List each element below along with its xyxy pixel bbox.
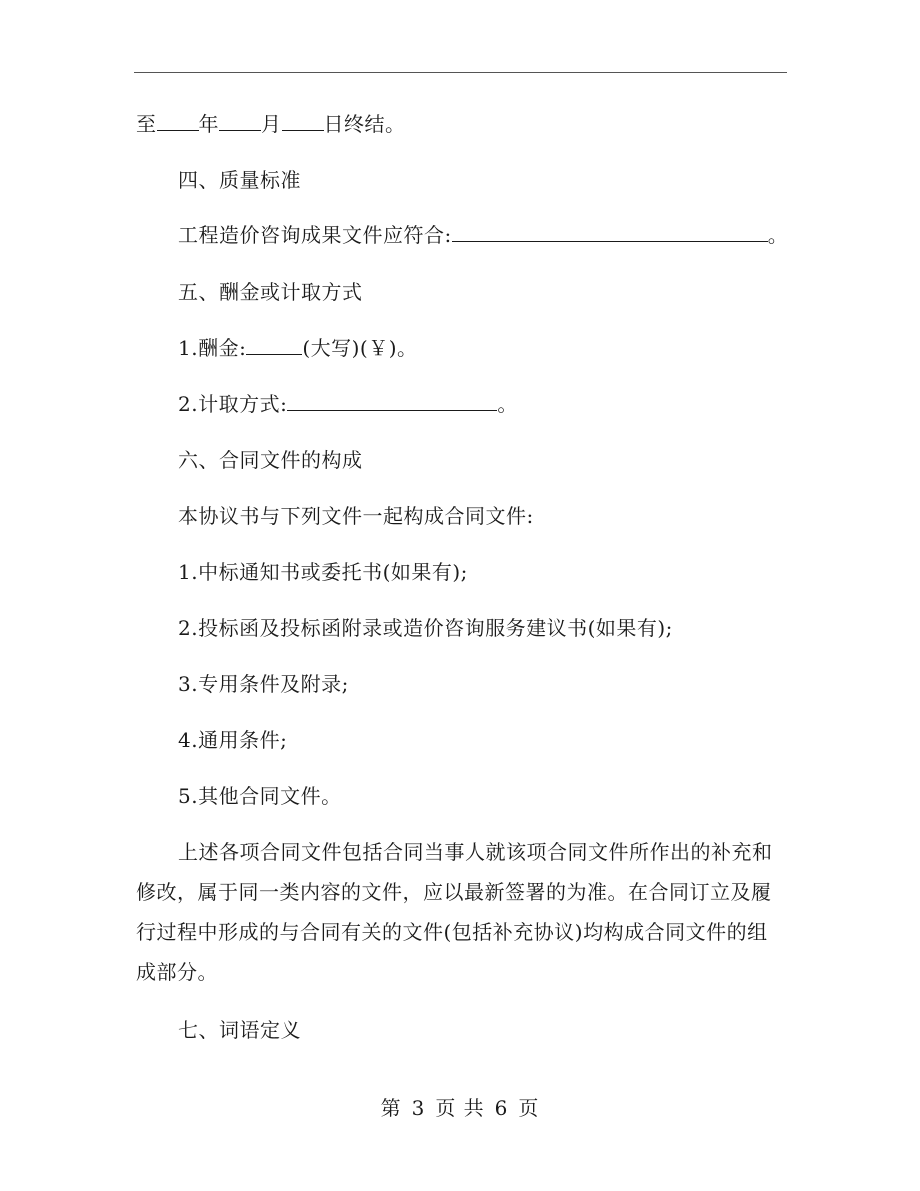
docs-item-4: 4.通用条件;: [178, 728, 288, 752]
footer-prefix: 第: [380, 1096, 402, 1120]
quality-label: 工程造价咨询成果文件应符合:: [178, 223, 452, 247]
month-blank[interactable]: [219, 113, 261, 131]
year-label: 年: [198, 112, 219, 136]
method-line: [178, 392, 518, 416]
footer-suffix: 页: [518, 1096, 540, 1120]
quality-standard-blank[interactable]: [452, 224, 768, 242]
header-rule: [134, 72, 787, 73]
docs-item-2: 2.投标函及投标函附录或造价咨询服务建议书(如果有);: [178, 616, 673, 640]
docs-precedence-paragraph: 上述各项合同文件包括合同当事人就该项合同文件所作出的补充和修改，属于同一类内容的文件，应以最新签署的为准。在合同订立及履行过程中形成的与合同有关的文件(包括补充协议)均构成合同文件的组成部分。: [136, 840, 773, 984]
quality-end: 。: [767, 223, 789, 247]
term-end-suffix: 日终结。: [323, 112, 406, 136]
fee-line: [178, 336, 418, 360]
method-end: 。: [497, 392, 518, 416]
footer-mid: 页 共: [435, 1096, 485, 1120]
footer-page-current: 3: [411, 1096, 426, 1120]
quality-standard-line: [178, 223, 788, 247]
section-7-title: 七、词语定义: [178, 1018, 301, 1042]
term-end-date-line: [136, 112, 406, 136]
section-4-title: 四、质量标准: [178, 168, 301, 192]
section-5-title: 五、酬金或计取方式: [178, 280, 363, 304]
docs-item-1: 1.中标通知书或委托书(如果有);: [178, 560, 468, 584]
year-blank[interactable]: [157, 113, 199, 131]
footer-page-total: 6: [494, 1096, 509, 1120]
section-6-title: 六、合同文件的构成: [178, 448, 363, 472]
docs-item-5: 5.其他合同文件。: [178, 784, 342, 808]
page-footer: [0, 1096, 920, 1120]
docs-intro: 本协议书与下列文件一起构成合同文件:: [178, 504, 534, 528]
fee-suffix: (大写)(￥)。: [302, 336, 418, 360]
method-label: 2.计取方式:: [178, 392, 288, 416]
term-end-prefix: 至: [136, 112, 157, 136]
fee-label: 1.酬金:: [178, 336, 247, 360]
month-label: 月: [261, 112, 282, 136]
fee-amount-blank[interactable]: [246, 337, 302, 355]
method-blank[interactable]: [287, 393, 497, 411]
docs-item-3: 3.专用条件及附录;: [178, 672, 349, 696]
day-blank[interactable]: [282, 113, 324, 131]
